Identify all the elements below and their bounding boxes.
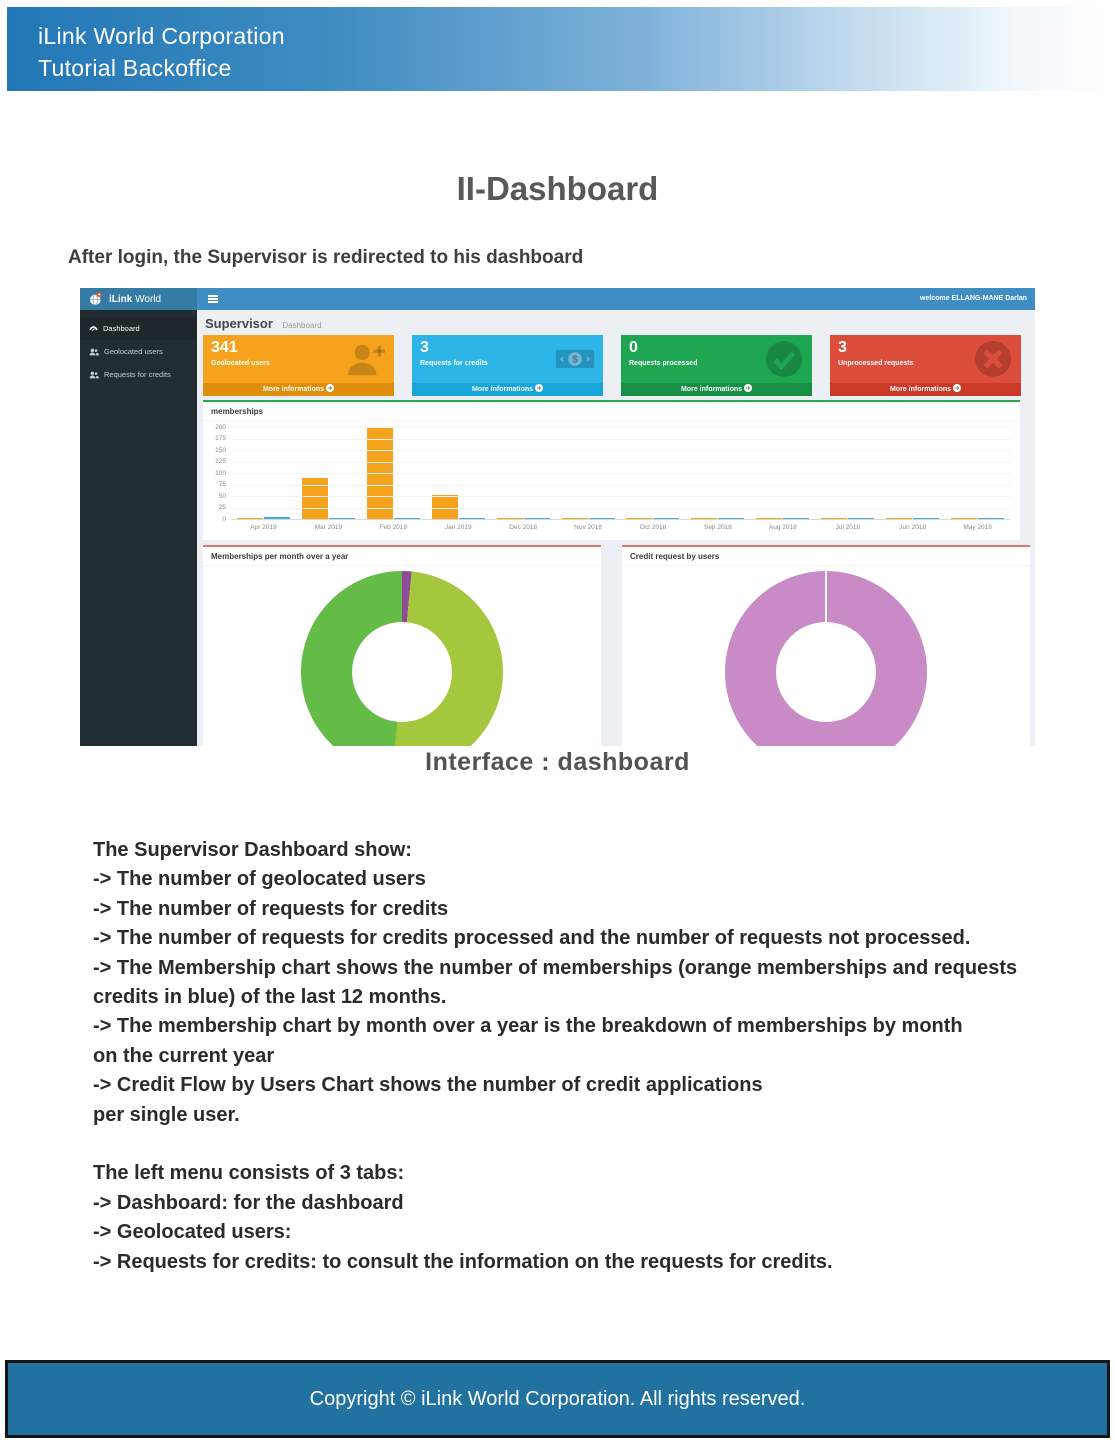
body-text <box>93 836 1053 1277</box>
stat-card-requests-for-credits <box>412 335 603 396</box>
x-tick-label: Sep 2018 <box>703 524 732 531</box>
stat-card-body <box>830 335 1021 383</box>
x-tick-label: Jul 2018 <box>835 524 861 531</box>
x-tick-label: Jan 2019 <box>444 524 472 531</box>
body-line: per single user. <box>93 1103 240 1126</box>
x-tick-label: Oct 2018 <box>639 524 667 531</box>
x-tick-label: Jun 2018 <box>899 524 927 531</box>
stat-card-requests-processed <box>621 335 812 396</box>
donut-memberships <box>301 571 503 746</box>
gridline <box>231 427 1010 428</box>
brand-name: iLink World <box>109 293 162 305</box>
breadcrumb: Dashboard <box>282 321 322 330</box>
sidebar-item-label: Requests for credits <box>104 370 171 379</box>
body-line: The left menu consists of 3 tabs: <box>93 1162 405 1185</box>
body-line: -> The number of requests for credits <box>93 897 449 920</box>
arrow-circle-icon <box>744 384 752 392</box>
gridline <box>231 473 1010 474</box>
x-tick-label: Feb 2019 <box>379 524 408 531</box>
gridline <box>231 496 1010 497</box>
x-tick-label: Dec 2018 <box>509 524 538 531</box>
stat-label: Unprocessed requests <box>838 360 914 367</box>
top-navbar <box>197 288 1035 310</box>
more-informations-link[interactable]: More informations <box>203 383 394 396</box>
body-line: -> Dashboard: for the dashboard <box>93 1191 404 1214</box>
stat-label: Requests processed <box>629 360 698 367</box>
y-tick-label: 125 <box>215 458 226 465</box>
arrow-circle-icon <box>953 384 961 392</box>
stat-value: 0 <box>629 339 638 356</box>
donut-panel-title: Credit request by users <box>622 547 1030 566</box>
y-tick-label: 0 <box>222 515 226 523</box>
stat-card-body <box>621 335 812 383</box>
credit-request-donut-panel <box>622 545 1030 746</box>
sidebar-item-label: Geolocated users <box>104 347 163 356</box>
x-tick-label: Nov 2018 <box>574 524 602 531</box>
globe-icon <box>89 292 103 306</box>
gridline <box>231 450 1010 451</box>
arrow-circle-icon <box>535 384 543 392</box>
stat-value: 3 <box>838 339 847 356</box>
sidebar-item-geolocated-users[interactable] <box>80 340 197 363</box>
stat-value: 341 <box>211 339 238 356</box>
stat-card-unprocessed-requests <box>830 335 1021 396</box>
body-line: credits in blue) of the last 12 months. <box>93 986 447 1009</box>
y-tick-label: 50 <box>218 492 226 500</box>
x-tick-label: Aug 2018 <box>768 524 797 531</box>
screenshot-caption: Interface : dashboard <box>425 748 690 776</box>
content-title: Supervisor <box>205 316 273 331</box>
close-circle-icon <box>973 340 1013 378</box>
donut-credits <box>725 571 927 746</box>
body-line: -> The number of requests for credits processed and the number of requests not processed. <box>93 927 971 950</box>
memberships-chart <box>209 425 1012 537</box>
y-tick-label: 200 <box>215 423 226 431</box>
svg-text:$: $ <box>572 354 578 366</box>
check-circle-icon <box>764 340 804 378</box>
page-footer <box>5 1360 1110 1438</box>
x-tick-label: Mar 2019 <box>314 524 343 531</box>
body-line: -> Requests for credits: to consult the information on the requests for credits. <box>93 1250 833 1273</box>
stat-card-geolocated-users <box>203 335 394 396</box>
stat-card-body <box>203 335 394 383</box>
body-line <box>93 1130 1053 1159</box>
y-tick-label: 25 <box>218 504 226 511</box>
gridline <box>231 485 1010 486</box>
donut-hole <box>352 622 452 722</box>
hamburger-icon[interactable] <box>208 295 218 303</box>
gridline <box>231 439 1010 440</box>
users-icon <box>89 348 99 356</box>
user-plus-icon <box>346 340 386 378</box>
page-header-band <box>7 7 1108 91</box>
body-line: -> The membership chart by month over a year is the breakdown of memberships by month <box>93 1015 963 1038</box>
content-header <box>205 315 322 333</box>
y-tick-label: 100 <box>215 469 226 477</box>
more-informations-link[interactable]: More informations <box>830 383 1021 396</box>
intro-text: After login, the Supervisor is redirected to his dashboard <box>68 247 584 268</box>
memberships-donut-panel <box>203 545 601 746</box>
stat-label: Geolocated users <box>211 360 270 367</box>
more-informations-link[interactable]: More informations <box>621 383 812 396</box>
gridline <box>231 519 1010 520</box>
welcome-user-link[interactable]: welcome ELLANG-MANE Darlan <box>920 295 1027 302</box>
sidebar-item-dashboard[interactable] <box>80 317 197 340</box>
x-tick-label: Apr 2019 <box>250 524 277 531</box>
dashboard-screenshot <box>80 288 1035 746</box>
x-tick-label: May 2018 <box>963 524 992 531</box>
body-line: The Supervisor Dashboard show: <box>93 839 412 861</box>
page-title: II-Dashboard <box>456 170 659 207</box>
donut-panel-title: Memberships per month over a year <box>203 547 601 566</box>
brand-logo[interactable] <box>80 288 197 310</box>
stat-cards-row <box>203 335 1021 396</box>
y-tick-label: 150 <box>215 446 226 454</box>
body-line: -> Geolocated users: <box>93 1221 292 1244</box>
company-name: iLink World Corporation <box>38 23 285 49</box>
memberships-panel <box>203 400 1020 540</box>
sidebar-item-requests-for-credits[interactable] <box>80 363 197 386</box>
dashboard-icon <box>89 325 98 333</box>
gridline <box>231 462 1010 463</box>
dashboard-main <box>197 310 1035 746</box>
body-line: on the current year <box>93 1044 275 1067</box>
y-tick-label: 175 <box>215 435 226 442</box>
money-icon <box>555 340 595 378</box>
body-line: -> The number of geolocated users <box>93 868 426 891</box>
document-subtitle: Tutorial Backoffice <box>38 55 232 81</box>
stat-label: Requests for credits <box>420 360 488 367</box>
y-tick-label: 75 <box>218 481 226 488</box>
users-icon <box>89 371 99 379</box>
stat-value: 3 <box>420 339 429 356</box>
arrow-circle-icon <box>326 384 334 392</box>
copyright-text: Copyright © iLink World Corporation. All rights reserved. <box>309 1387 806 1410</box>
memberships-panel-title: memberships <box>203 402 1020 421</box>
sidebar <box>80 310 197 746</box>
body-line: -> Credit Flow by Users Chart shows the number of credit applications <box>93 1074 763 1097</box>
body-line: -> The Membership chart shows the number of memberships (orange memberships and requests <box>93 956 1018 979</box>
more-informations-link[interactable]: More informations <box>412 383 603 396</box>
stat-card-body <box>412 335 603 383</box>
gridline <box>231 508 1010 509</box>
sidebar-item-label: Dashboard <box>103 324 140 333</box>
donut-hole <box>776 622 876 722</box>
